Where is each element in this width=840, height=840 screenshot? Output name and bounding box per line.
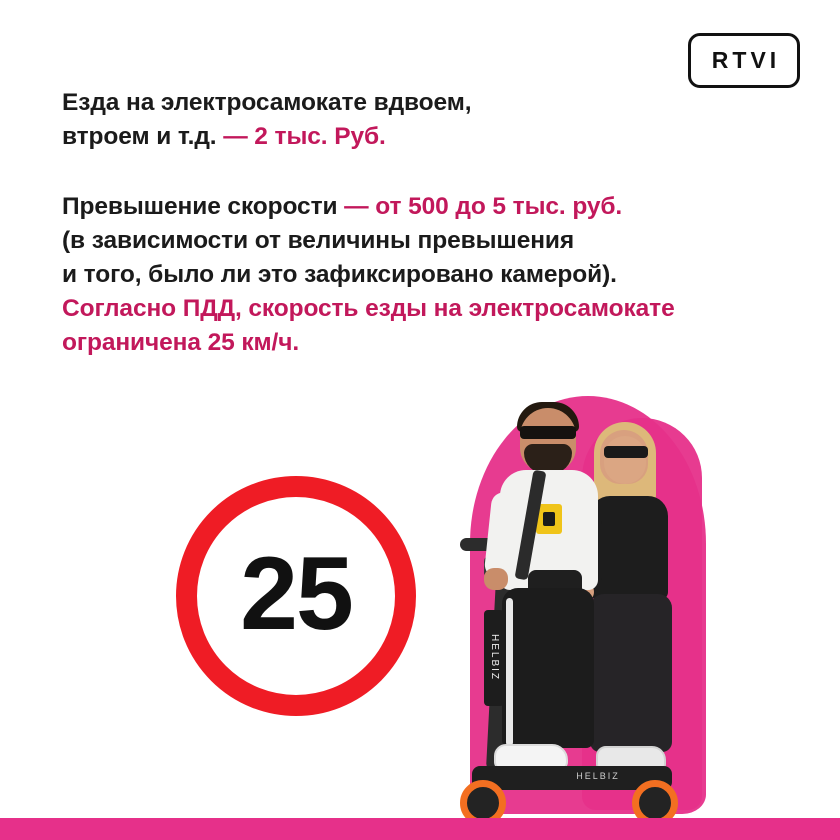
speed-limit-sign-icon — [176, 476, 416, 716]
p2-line1-accent: — от 500 до 5 тыс. руб. — [344, 193, 623, 220]
paragraph-one — [62, 86, 772, 154]
p1-line2-accent: — 2 тыс. Руб. — [223, 123, 386, 150]
paragraph-two — [62, 190, 772, 360]
p2-line1-plain: Превышение скорости — [62, 193, 345, 220]
rtvi-logo — [688, 33, 800, 88]
woman-jeans — [590, 594, 672, 752]
bottom-accent-strip — [0, 818, 840, 840]
scooter-deck-label: HELBIZ — [576, 771, 620, 781]
rtvi-logo-text: RTVI — [711, 47, 781, 73]
text-block — [62, 86, 772, 360]
p2-line4: Согласно ПДД, скорость езды на электросамокате — [62, 295, 675, 322]
riders-photo — [432, 392, 732, 840]
p2-line3: и того, было ли это зафиксировано камерой). — [62, 261, 617, 288]
woman-face — [604, 436, 646, 484]
man-track-pants — [502, 588, 594, 748]
sunglasses-icon-woman — [604, 446, 648, 458]
speed-limit-value: 25 — [240, 536, 352, 652]
p1-line2-plain: втроем и т.д. — [62, 123, 224, 150]
p1-line1: Езда на электросамокате вдвоем, — [62, 89, 472, 116]
p2-line5: ограничена 25 км/ч. — [62, 329, 300, 356]
track-pants-stripe — [506, 598, 513, 746]
p2-line2: (в зависимости от величины превышения — [62, 227, 575, 254]
scooter-stem-brand: HELBIZ — [484, 610, 504, 706]
sunglasses-icon-man — [520, 426, 576, 439]
man-hand — [484, 568, 508, 590]
